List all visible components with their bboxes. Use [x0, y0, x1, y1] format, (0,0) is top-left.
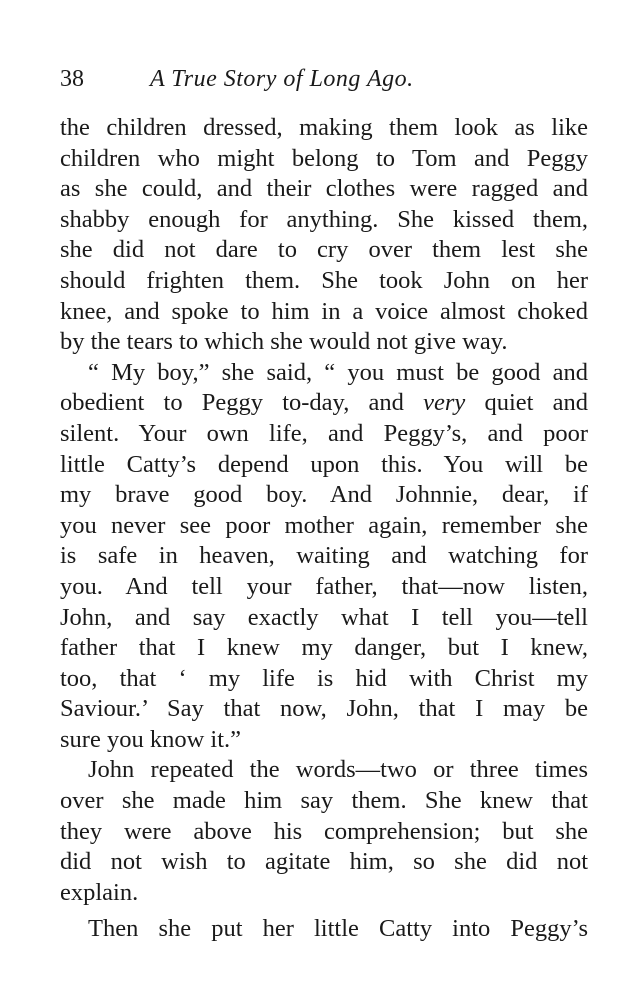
text-line: father that I knew my danger, but I knew, — [60, 634, 588, 662]
paragraph-start-line: Then she put her little Catty into Peggy’s — [88, 915, 588, 943]
text-line: sure you know it.” — [60, 725, 241, 753]
text-line: by the tears to which she would not give way. — [60, 328, 508, 356]
text-line: as she could, and their clothes were ragged and — [60, 175, 588, 203]
text-run: quiet and — [465, 389, 588, 417]
text-line: they were above his comprehension; but she — [60, 817, 588, 845]
text-line: explain. — [60, 878, 139, 906]
text-line: my brave good boy. And Johnnie, dear, if — [60, 481, 588, 509]
paragraph-start-line: “ My boy,” she said, “ you must be good and — [88, 358, 588, 386]
text-line: she did not dare to cry over them lest she — [60, 236, 588, 264]
body-text — [60, 113, 588, 945]
text-line: too, that ‘ my life is hid with Christ my — [60, 664, 588, 692]
text-line: Saviour.’ Say that now, John, that I may be — [60, 695, 588, 723]
text-line: is safe in heaven, waiting and watching for — [60, 542, 588, 570]
text-line: shabby enough for anything. She kissed them, — [60, 205, 588, 233]
text-line: the children dressed, making them look as like — [60, 114, 588, 141]
text-line: you never see poor mother again, remember she — [60, 511, 588, 539]
page-number: 38 — [60, 66, 84, 92]
text-line — [60, 388, 588, 419]
text-line: silent. Your own life, and Peggy’s, and poor — [60, 419, 588, 447]
running-title: A True Story of Long Ago. — [150, 66, 414, 92]
emphasis-run: very — [423, 389, 466, 417]
text-line: children who might belong to Tom and Peggy — [60, 144, 588, 172]
text-line: should frighten them. She took John on her — [60, 266, 588, 294]
text-line: John, and say exactly what I tell you—tell — [60, 603, 588, 631]
paragraph-start-line: John repeated the words—two or three times — [88, 756, 588, 784]
page-header — [60, 62, 590, 96]
text-line: did not wish to agitate him, so she did not — [60, 848, 588, 876]
text-line: knee, and spoke to him in a voice almost choked — [60, 297, 588, 325]
text-run: obedient to Peggy to-day, and — [60, 389, 424, 417]
text-line: little Catty’s depend upon this. You will be — [60, 450, 588, 478]
text-line: over she made him say them. She knew that — [60, 787, 588, 815]
text-line: you. And tell your father, that—now listen, — [60, 572, 588, 600]
